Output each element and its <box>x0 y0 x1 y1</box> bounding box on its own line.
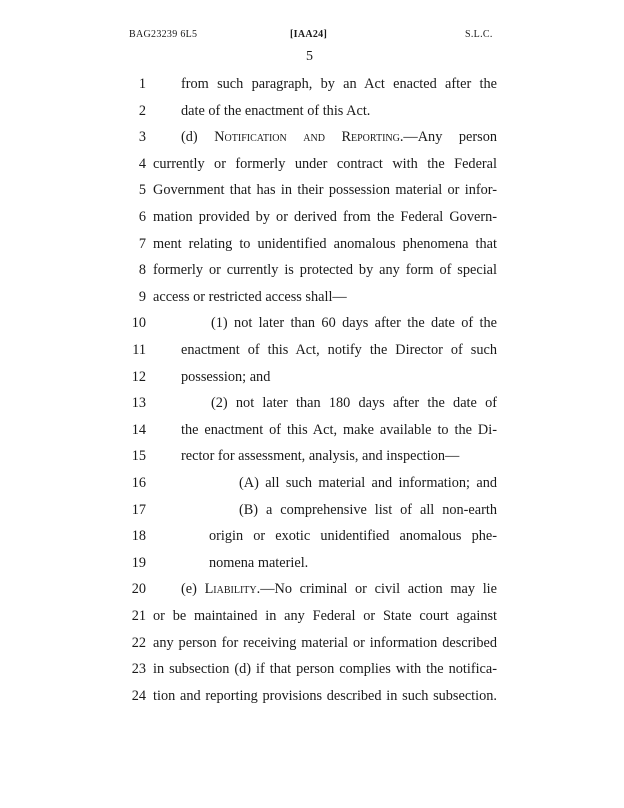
section-text: .—Any person <box>399 129 497 146</box>
text-line <box>0 418 624 442</box>
text-line <box>0 551 624 575</box>
line-text: (2) not later than 180 days after the date of <box>211 395 497 412</box>
line-number: 22 <box>131 634 146 651</box>
line-number: 14 <box>131 421 146 438</box>
line-text: the enactment of this Act, make available to the Di- <box>181 421 497 438</box>
line-text: tion and reporting provisions described in such subsection. <box>153 687 497 704</box>
line-text: (B) a comprehensive list of all non-earth <box>239 501 497 518</box>
section-heading: Liability <box>204 581 257 598</box>
text-line <box>0 285 624 309</box>
line-text: (1) not later than 60 days after the date of the <box>211 315 497 332</box>
line-text: in subsection (d) if that person complies with the notifica- <box>153 661 497 678</box>
line-number: 9 <box>138 288 146 305</box>
line-number: 13 <box>131 395 146 412</box>
page-number: 5 <box>306 49 313 64</box>
text-line <box>0 577 624 601</box>
line-text: mation provided by or derived from the Federal Govern- <box>153 209 497 225</box>
line-number: 18 <box>131 528 146 545</box>
line-number: 1 <box>138 76 146 92</box>
line-text: nomena materiel. <box>209 554 309 571</box>
text-line <box>0 524 624 548</box>
text-line <box>0 684 624 708</box>
text-line <box>0 471 624 495</box>
section-prefix: (e) <box>181 581 205 598</box>
text-line <box>0 152 624 176</box>
text-line <box>0 311 624 335</box>
line-number: 10 <box>131 315 146 332</box>
line-number: 23 <box>131 661 146 678</box>
line-number: 11 <box>132 342 146 358</box>
text-line <box>0 205 624 229</box>
line-text: or be maintained in any Federal or State court against <box>153 608 497 624</box>
text-line <box>0 99 624 123</box>
header-office: S.L.C. <box>465 29 493 40</box>
text-line <box>0 338 624 362</box>
line-number: 19 <box>131 554 146 571</box>
line-text: any person for receiving material or information described <box>153 634 497 651</box>
line-text: ment relating to unidentified anomalous phenomena that <box>153 235 497 252</box>
line-number: 17 <box>131 501 146 518</box>
header-draft-code: [IAA24] <box>290 29 328 40</box>
line-text: origin or exotic unidentified anomalous phe- <box>209 528 497 545</box>
line-number: 21 <box>131 608 146 624</box>
line-text: formerly or currently is protected by any form of special <box>153 262 497 279</box>
text-line <box>0 125 624 149</box>
line-number: 7 <box>138 235 146 252</box>
line-text <box>181 125 497 149</box>
text-line <box>0 72 624 96</box>
section-heading: Notification and Reporting <box>214 129 400 146</box>
line-number: 8 <box>138 262 146 279</box>
line-number: 6 <box>138 209 146 225</box>
line-text: enactment of this Act, notify the Director of such <box>181 342 497 358</box>
text-line <box>0 365 624 389</box>
line-number: 5 <box>138 182 146 199</box>
text-line <box>0 444 624 468</box>
text-line <box>0 604 624 628</box>
text-line <box>0 657 624 681</box>
line-text: (A) all such material and information; and <box>239 475 497 491</box>
header-bill-id: BAG23239 6L5 <box>129 29 198 40</box>
line-text: currently or formerly under contract with the Federal <box>153 155 497 172</box>
text-line <box>0 232 624 256</box>
line-number: 3 <box>138 129 146 146</box>
line-number: 2 <box>138 102 146 119</box>
line-text: rector for assessment, analysis, and inspection— <box>181 448 460 465</box>
line-number: 16 <box>131 475 146 491</box>
line-text: date of the enactment of this Act. <box>181 102 371 119</box>
line-number: 15 <box>131 448 146 465</box>
line-text: from such paragraph, by an Act enacted after the <box>181 76 497 92</box>
line-text: possession; and <box>181 368 271 385</box>
line-text: Government that has in their possession material or infor- <box>153 182 497 199</box>
line-text <box>181 577 497 601</box>
text-line <box>0 631 624 655</box>
text-line <box>0 178 624 202</box>
line-text: access or restricted access shall— <box>153 288 347 305</box>
text-line <box>0 258 624 282</box>
section-prefix: (d) <box>181 129 215 146</box>
text-line <box>0 391 624 415</box>
section-text: .—No criminal or civil action may lie <box>256 581 497 598</box>
line-number: 12 <box>131 368 146 385</box>
line-number: 24 <box>131 687 146 704</box>
text-line <box>0 498 624 522</box>
line-number: 20 <box>131 581 146 598</box>
line-number: 4 <box>138 155 146 172</box>
